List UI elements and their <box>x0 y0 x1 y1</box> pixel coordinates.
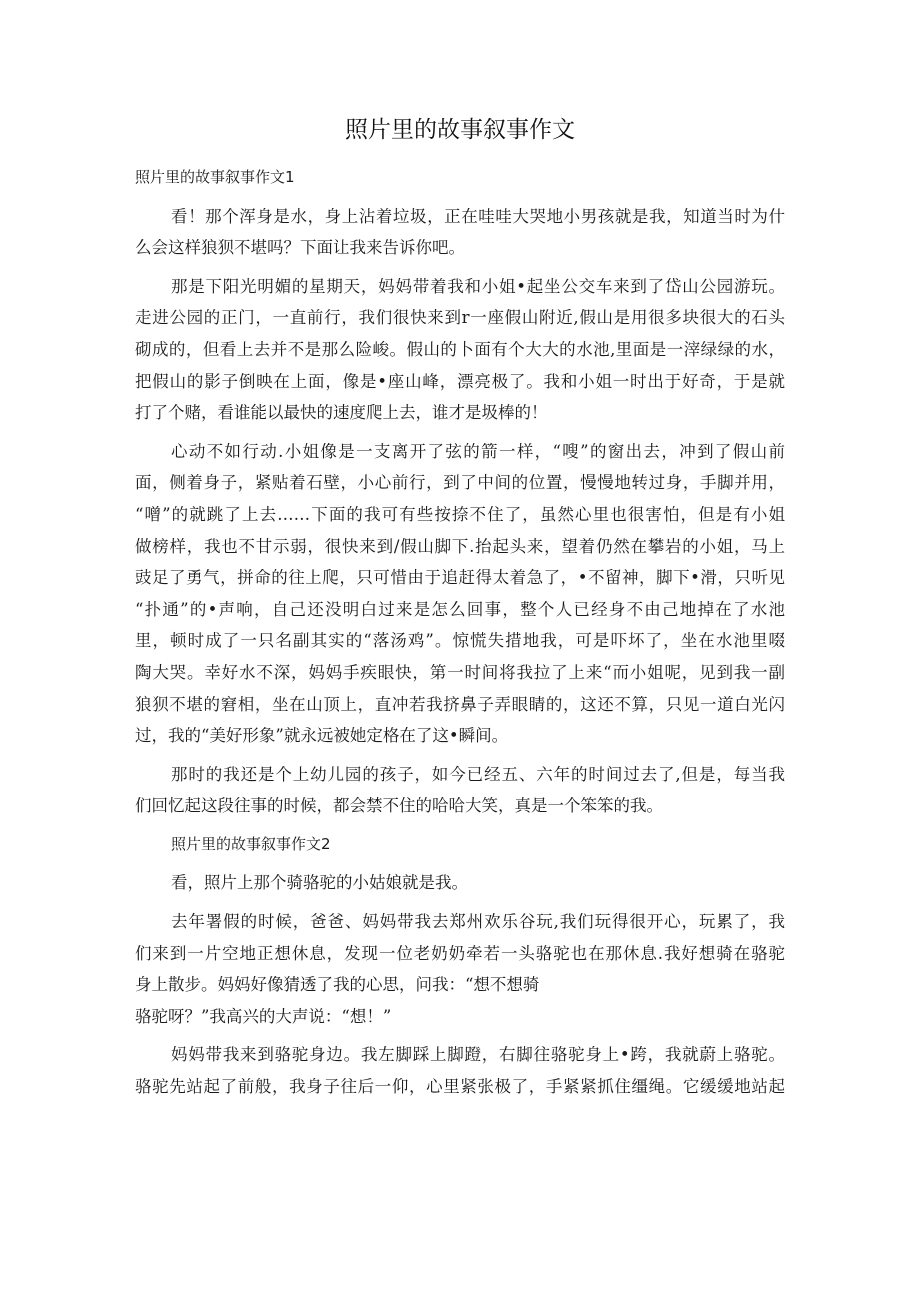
text-line: 打了个赌，看谁能以最快的速度爬上去，谁才是圾棒的！ <box>135 403 548 423</box>
text-line: 狼狈不堪的窘相，坐在山顶上，直冲若我挤鼻子弄眼睛的，这还不算，只见一道白光闪 <box>135 694 785 714</box>
document-body <box>135 162 785 1103</box>
paragraph <box>135 759 785 822</box>
document-title: 照片里的故事叙事作文 <box>345 117 575 143</box>
text-line: 陶大哭。幸好水不深，妈妈手疾眼快，第一时间将我拉了上来“而小姐呢，见到我一副 <box>135 662 785 682</box>
text-line: 看！那个浑身是水，身上沾着垃圾，正在哇哇大哭地小男孩就是我，知道当时为什 <box>171 206 785 226</box>
text-line: 妈妈带我来到骆驼身边。我左脚踩上脚蹬，右脚往骆驼身上•跨，我就蔚上骆驼。 <box>171 1045 785 1065</box>
text-line: 把假山的影子倒映在上面，像是•座山峰，漂亮极了。我和小姐一时出于好奇，于是就 <box>135 371 785 391</box>
text-line: 看，照片上那个骑骆驼的小姑娘就是我。 <box>171 873 468 893</box>
text-line: 们来到一片空地正想休息，发现一位老奶奶牵若一头骆驼也在那休息.我好想骑在骆驼 <box>135 943 785 963</box>
text-line: 骆驼呀？”我高兴的大声说：“想！” <box>135 1006 392 1026</box>
text-line: 砌成的，但看上去并不是那么险峻。假山的卜面有个大大的水池,里面是一滓绿绿的水， <box>135 339 785 359</box>
paragraph <box>135 1039 785 1102</box>
section-subtitle: 照片里的故事叙事作文2 <box>171 834 331 853</box>
text-line: “扑通”的•声响，自己还没明白过来是怎么回事，整个人已经身不由己地掉在了水池 <box>135 599 785 619</box>
text-line: 身上散步。妈妈好像猜透了我的心思，问我：“想不想骑 <box>135 975 540 995</box>
text-line: 那是下阳光明媚的星期天，妈妈带着我和小姐•起坐公交车来到了岱山公园游玩。 <box>171 276 785 296</box>
text-line: 们回忆起这段往事的时候，都会禁不住的哈哈大笑，真是一个笨笨的我。 <box>135 796 663 816</box>
paragraph <box>135 906 785 1032</box>
paragraph <box>135 201 785 264</box>
paragraph <box>135 436 785 752</box>
text-line: 去年署假的时候，爸爸、妈妈带我去郑州欢乐谷玩,我们玩得很开心，玩累了，我 <box>171 912 785 932</box>
section-subtitle: 照片里的故事叙事作文1 <box>135 168 295 186</box>
text-line: “噌”的就跳了上去……下面的我可有些按捺不住了，虽然心里也很害怕，但是有小姐 <box>135 504 785 524</box>
text-line: 那时的我还是个上幼儿园的孩子，如今已经五、六年的时间过去了,但是，每当我 <box>171 764 785 784</box>
text-line: 里，顿时成了一只名副其实的“落汤鸡”。惊慌失措地我，可是吓坏了，坐在水池里啜 <box>135 631 785 651</box>
text-line: 豉足了勇气，拼命的往上爬，只可惜由于追赶得太着急了，•不留神，脚下•滑，只听见 <box>135 568 785 588</box>
text-line: 心动不如行动.小姐像是一支离开了弦的箭一样，“嗖”的窗出去，冲到了假山前 <box>171 441 785 461</box>
text-line: 骆驼先站起了前般，我身子往后一仰，心里紧张极了，手紧紧抓住缰绳。它缓缓地站起 <box>135 1077 785 1097</box>
paragraph <box>135 867 785 899</box>
text-line: 么会这样狼狈不堪吗？下面让我来告诉你吧。 <box>135 238 465 258</box>
text-line: 走进公园的正门，一直前行，我们很快来到r一座假山附近,假山是用很多块很大的石头 <box>135 308 785 328</box>
text-line: 过，我的“美好形象”就永远被她定格在了这•瞬间。 <box>135 726 509 746</box>
paragraph <box>135 271 785 429</box>
text-line: 做榜样，我也不甘示弱，很快来到/假山脚下.抬起头来，望着仍然在攀岩的小姐，马上 <box>135 536 785 556</box>
text-line: 面，侧着身子，紧贴着石壁，小心前行，到了中间的位置，慢慢地转过身，手脚并用， <box>135 473 785 493</box>
